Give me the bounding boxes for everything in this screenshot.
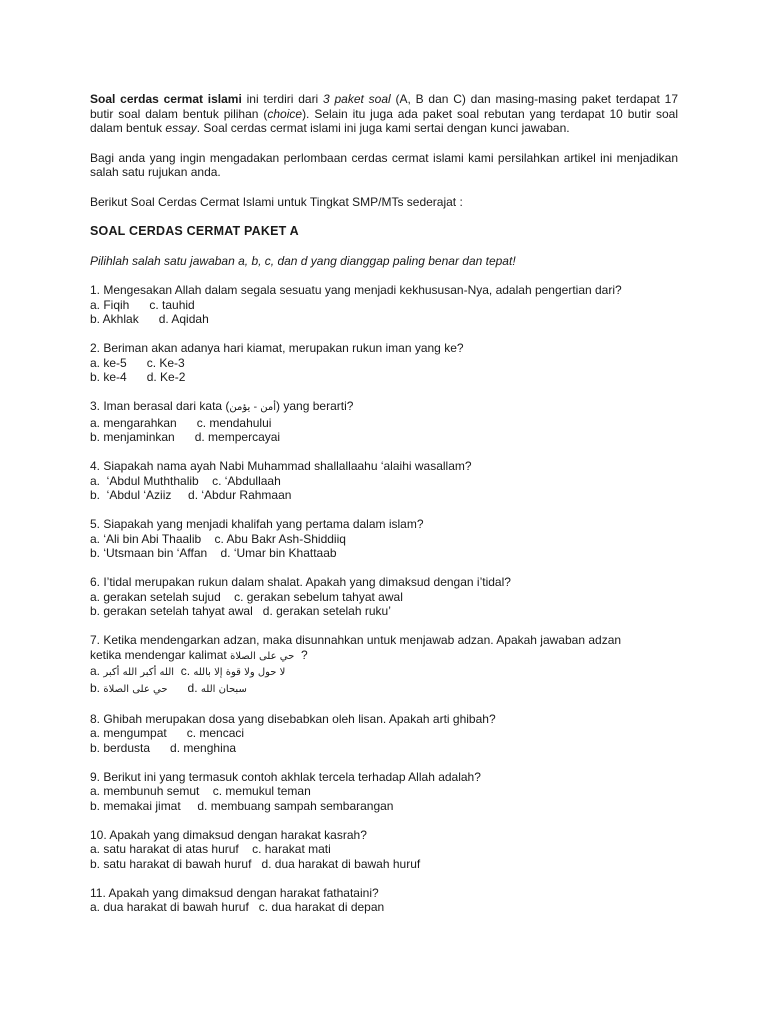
intro-italic: 3 paket soal bbox=[323, 92, 391, 106]
question-text: 10. Apakah yang dimaksud dengan harakat kasrah? bbox=[90, 827, 367, 842]
question-text: 4. Siapakah nama ayah Nabi Muhammad shallallaahu ‘alaihi wasallam? bbox=[90, 459, 472, 473]
question-text-part: ? bbox=[294, 647, 308, 662]
question-text bbox=[90, 648, 678, 665]
option-label: b. bbox=[90, 680, 104, 695]
question-item bbox=[90, 633, 678, 697]
option-row: a. ‘Ali bin Abi Thaalib c. Abu Bakr Ash-Shiddiiq bbox=[90, 531, 346, 546]
arabic-text: الله أكبر الله أكبر bbox=[103, 667, 175, 678]
question-text bbox=[90, 399, 678, 416]
document-page bbox=[90, 92, 678, 929]
arabic-text: حي على الصلاة bbox=[230, 650, 295, 662]
question-text-part: ) yang berarti? bbox=[276, 399, 354, 413]
option-label: d. bbox=[167, 680, 201, 695]
option-row: b. memakai jimat d. membuang sampah sembarangan bbox=[90, 798, 394, 813]
question-item bbox=[90, 459, 678, 503]
question-text: 11. Apakah yang dimaksud dengan harakat fathataini? bbox=[90, 885, 379, 900]
option-row: a. membunuh semut c. memukul teman bbox=[90, 784, 311, 798]
intro-text: ini terdiri dari bbox=[241, 92, 324, 106]
option-row bbox=[90, 664, 678, 681]
question-text-part: ketika mendengar kalimat bbox=[90, 647, 231, 662]
arabic-text: أمن - يؤمن bbox=[229, 402, 277, 413]
option-row: a. ‘Abdul Muththalib c. ‘Abdullaah bbox=[90, 473, 281, 488]
option-row: a. dua harakat di bawah huruf c. dua harakat di depan bbox=[90, 900, 385, 914]
arabic-text: حي على الصلاة bbox=[103, 683, 168, 695]
option-row: a. Fiqih c. tauhid bbox=[90, 297, 195, 312]
option-row: b. ke-4 d. Ke-2 bbox=[90, 370, 186, 384]
question-item bbox=[90, 886, 678, 915]
instruction-text: Pilihlah salah satu jawaban a, b, c, dan d yang dianggap paling benar dan tepat! bbox=[90, 253, 516, 268]
option-row: b. menjaminkan d. mempercayai bbox=[90, 430, 281, 444]
intro-italic: choice bbox=[267, 106, 303, 121]
intro-bold-lead: Soal cerdas cermat islami bbox=[90, 92, 242, 106]
option-row: a. gerakan setelah sujud c. gerakan sebelum tahyat awal bbox=[90, 589, 403, 604]
question-item bbox=[90, 283, 678, 327]
option-row: a. ke-5 c. Ke-3 bbox=[90, 355, 185, 370]
option-row: b. gerakan setelah tahyat awal d. gerakan setelah ruku’ bbox=[90, 604, 391, 618]
option-label: a. bbox=[90, 664, 104, 678]
intro-text: ). Selain itu juga ada paket soal rebutan yang terdapat 10 butir soal dalam bentuk bbox=[90, 106, 679, 135]
question-text: 8. Ghibah merupakan dosa yang disebabkan oleh lisan. Apakah arti ghibah? bbox=[90, 711, 496, 726]
question-item bbox=[90, 712, 678, 756]
question-text: 5. Siapakah yang menjadi khalifah yang pertama dalam islam? bbox=[90, 517, 424, 531]
option-row: a. mengumpat c. mencaci bbox=[90, 726, 245, 740]
question-item bbox=[90, 517, 678, 561]
question-item bbox=[90, 341, 678, 385]
arabic-text: لا حول ولا قوة إلا بالله bbox=[193, 667, 286, 678]
option-row: b. ‘Utsmaan bin ‘Affan d. ‘Umar bin Khattaab bbox=[90, 546, 337, 560]
option-row bbox=[90, 681, 678, 698]
question-text: 9. Berikut ini yang termasuk contoh akhlak tercela terhadap Allah adalah? bbox=[90, 769, 481, 784]
arabic-text: سبحان الله bbox=[200, 683, 247, 695]
question-text: 6. I’tidal merupakan rukun dalam shalat. Apakah yang dimaksud dengan i’tidal? bbox=[90, 575, 511, 589]
paragraph-invitation: Bagi anda yang ingin mengadakan perlombaan cerdas cermat islami kami persilahkan artikel ini menjadikan salah satu rujukan anda. bbox=[90, 150, 678, 179]
option-row: b. Akhlak d. Aqidah bbox=[90, 312, 209, 326]
intro-text: (A, B dan C) dan masing-masing paket terdapat 17 butir soal dalam bentuk pilihan ( bbox=[90, 92, 678, 121]
option-row: a. mengarahkan c. mendahului bbox=[90, 415, 272, 430]
question-item bbox=[90, 575, 678, 619]
paragraph-lead-in: Berikut Soal Cerdas Cermat Islami untuk Tingkat SMP/MTs sederajat : bbox=[90, 194, 463, 209]
question-text: 1. Mengesakan Allah dalam segala sesuatu yang menjadi kekhususan-Nya, adalah pengertian dari? bbox=[90, 283, 622, 297]
option-row: b. satu harakat di bawah huruf d. dua harakat di bawah huruf bbox=[90, 856, 421, 871]
option-row: a. satu harakat di atas huruf c. harakat mati bbox=[90, 842, 331, 856]
question-item bbox=[90, 770, 678, 814]
question-item bbox=[90, 399, 678, 445]
intro-italic: essay bbox=[165, 121, 197, 135]
question-item bbox=[90, 828, 678, 872]
question-text-part: 3. Iman berasal dari kata ( bbox=[90, 399, 230, 413]
intro-text: . Soal cerdas cermat islami ini juga kami sertai dengan kunci jawaban. bbox=[196, 121, 570, 135]
option-row: b. berdusta d. menghina bbox=[90, 740, 237, 755]
option-label: c. bbox=[174, 664, 194, 678]
intro-paragraph bbox=[90, 92, 678, 136]
question-text: 7. Ketika mendengarkan adzan, maka disunnahkan untuk menjawab adzan. Apakah jawaban adzan bbox=[90, 633, 622, 647]
option-row: b. ‘Abdul ‘Aziiz d. ‘Abdur Rahmaan bbox=[90, 488, 292, 502]
section-title: SOAL CERDAS CERMAT PAKET A bbox=[90, 224, 299, 238]
question-text: 2. Beriman akan adanya hari kiamat, merupakan rukun iman yang ke? bbox=[90, 341, 464, 355]
